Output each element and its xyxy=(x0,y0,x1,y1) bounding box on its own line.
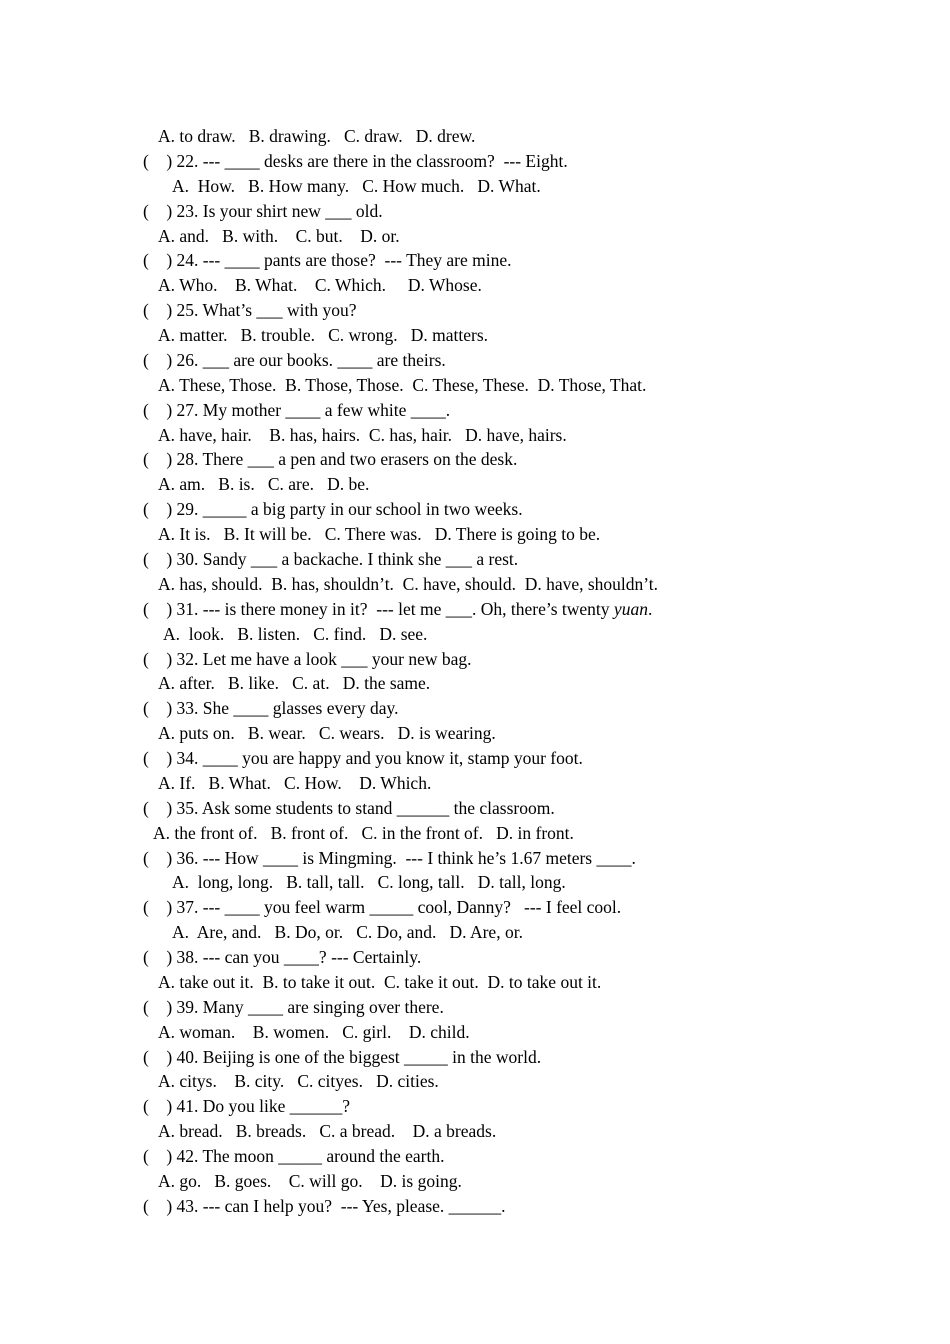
line-text: A. citys. B. city. C. cityes. D. cities. xyxy=(158,1071,439,1092)
line-text: ( ) 41. Do you like ______? xyxy=(143,1096,351,1117)
line-text: A. If. B. What. C. How. D. Which. xyxy=(158,772,432,793)
line-text: A. Are, and. B. Do, or. C. Do, and. D. Are, or. xyxy=(172,922,523,943)
italic-word: yuan xyxy=(613,598,648,619)
question-line xyxy=(143,748,583,768)
question-line xyxy=(143,1146,444,1166)
line-text: ( ) 36. --- How ____ is Mingming. --- I think he’s 1.67 meters ____. xyxy=(143,847,636,868)
line-text: ( ) 37. --- ____ you feel warm _____ cool, Danny? --- I feel cool. xyxy=(143,897,622,918)
line-text: A. look. B. listen. C. find. D. see. xyxy=(163,623,428,644)
line-text: ( ) 33. She ____ glasses every day. xyxy=(143,698,399,719)
options-line xyxy=(163,624,427,644)
line-text: ( ) 39. Many ____ are singing over there. xyxy=(143,996,444,1017)
line-text: A. matter. B. trouble. C. wrong. D. matters. xyxy=(158,325,489,345)
line-text: A. am. B. is. C. are. D. be. xyxy=(158,474,370,495)
line-text: ( ) 29. _____ a big party in our school in two weeks. xyxy=(143,499,523,520)
question-line xyxy=(143,201,383,221)
line-text: A. How. B. How many. C. How much. D. What. xyxy=(172,175,541,196)
options-line xyxy=(158,972,601,992)
line-suffix: . xyxy=(647,598,653,619)
question-line xyxy=(143,798,555,818)
line-text: ( ) 25. What’s ___ with you? xyxy=(143,300,357,321)
line-text: A. go. B. goes. C. will go. D. is going. xyxy=(158,1171,462,1191)
line-text: ( ) 42. The moon _____ around the earth. xyxy=(143,1146,445,1167)
line-text: A. have, hair. B. has, hairs. C. has, hair. D. have, hairs. xyxy=(158,424,567,445)
question-line xyxy=(143,400,450,420)
question-line xyxy=(143,1096,350,1116)
question-line xyxy=(143,499,523,519)
line-text: A. has, should. B. has, shouldn’t. C. have, should. D. have, shouldn’t. xyxy=(158,573,659,594)
line-text: A. bread. B. breads. C. a bread. D. a breads. xyxy=(158,1121,497,1142)
options-line xyxy=(158,1022,470,1042)
question-line xyxy=(143,947,421,967)
line-text: A. take out it. B. to take it out. C. take it out. D. to take out it. xyxy=(158,971,602,992)
options-line xyxy=(158,1071,439,1091)
line-text: A. It is. B. It will be. C. There was. D. There is going to be. xyxy=(158,524,601,545)
line-text: ( ) 24. --- ____ pants are those? --- They are mine. xyxy=(143,250,512,271)
question-line xyxy=(143,449,517,469)
options-line xyxy=(172,176,541,196)
line-text: ( ) 22. --- ____ desks are there in the classroom? --- Eight. xyxy=(143,150,568,171)
line-text: ( ) 32. Let me have a look ___ your new bag. xyxy=(143,648,472,669)
line-text: ( ) 38. --- can you ____? --- Certainly. xyxy=(143,947,422,967)
options-line xyxy=(158,126,475,146)
options-line xyxy=(172,922,523,942)
question-line xyxy=(143,1196,506,1216)
line-text: A. and. B. with. C. but. D. or. xyxy=(158,225,400,246)
options-line xyxy=(153,823,574,843)
line-text: ( ) 27. My mother ____ a few white ____. xyxy=(143,399,451,420)
question-line xyxy=(143,997,444,1017)
line-text: ( ) 26. ___ are our books. ____ are theirs. xyxy=(143,349,446,370)
options-line xyxy=(158,325,488,345)
question-line xyxy=(143,151,568,171)
line-text: A. Who. B. What. C. Which. D. Whose. xyxy=(158,275,482,296)
options-line xyxy=(158,275,482,295)
question-line xyxy=(143,250,512,270)
question-line xyxy=(143,848,636,868)
line-text: A. These, Those. B. Those, Those. C. These, These. D. Those, That. xyxy=(158,374,647,395)
options-line xyxy=(158,524,600,544)
question-line xyxy=(143,698,398,718)
line-text: ( ) 23. Is your shirt new ___ old. xyxy=(143,200,383,221)
options-line xyxy=(158,574,658,594)
options-line xyxy=(158,425,567,445)
line-text: ( ) 43. --- can I help you? --- Yes, please. ______. xyxy=(143,1195,506,1216)
line-text: ( ) 31. --- is there money in it? --- let me ___. Oh, there’s twenty xyxy=(143,598,614,619)
options-line xyxy=(158,375,646,395)
options-line xyxy=(158,226,400,246)
options-line xyxy=(158,1171,462,1191)
line-text: ( ) 28. There ___ a pen and two erasers on the desk. xyxy=(143,449,518,470)
line-text: A. to draw. B. drawing. C. draw. D. drew. xyxy=(158,126,476,146)
line-text: A. after. B. like. C. at. D. the same. xyxy=(158,673,431,694)
line-text: A. woman. B. women. C. girl. D. child. xyxy=(158,1021,470,1042)
options-line xyxy=(158,773,431,793)
line-text: ( ) 40. Beijing is one of the biggest _____ in the world. xyxy=(143,1046,542,1067)
line-text: ( ) 34. ____ you are happy and you know it, stamp your foot. xyxy=(143,748,583,768)
line-text: A. long, long. B. tall, tall. C. long, tall. D. tall, long. xyxy=(172,872,566,893)
options-line xyxy=(172,872,566,892)
question-line xyxy=(143,549,518,569)
options-line xyxy=(158,673,430,693)
question-line xyxy=(143,897,621,917)
question-line xyxy=(143,649,472,669)
question-line xyxy=(143,599,652,619)
line-text: A. puts on. B. wear. C. wears. D. is wearing. xyxy=(158,723,496,744)
options-line xyxy=(158,1121,496,1141)
line-text: ( ) 35. Ask some students to stand ______ the classroom. xyxy=(143,797,555,818)
question-line xyxy=(143,300,357,320)
question-line xyxy=(143,1047,541,1067)
options-line xyxy=(158,474,369,494)
line-text: ( ) 30. Sandy ___ a backache. I think she ___ a rest. xyxy=(143,549,519,569)
line-text: A. the front of. B. front of. C. in the front of. D. in front. xyxy=(153,822,574,843)
options-line xyxy=(158,723,496,743)
question-line xyxy=(143,350,446,370)
